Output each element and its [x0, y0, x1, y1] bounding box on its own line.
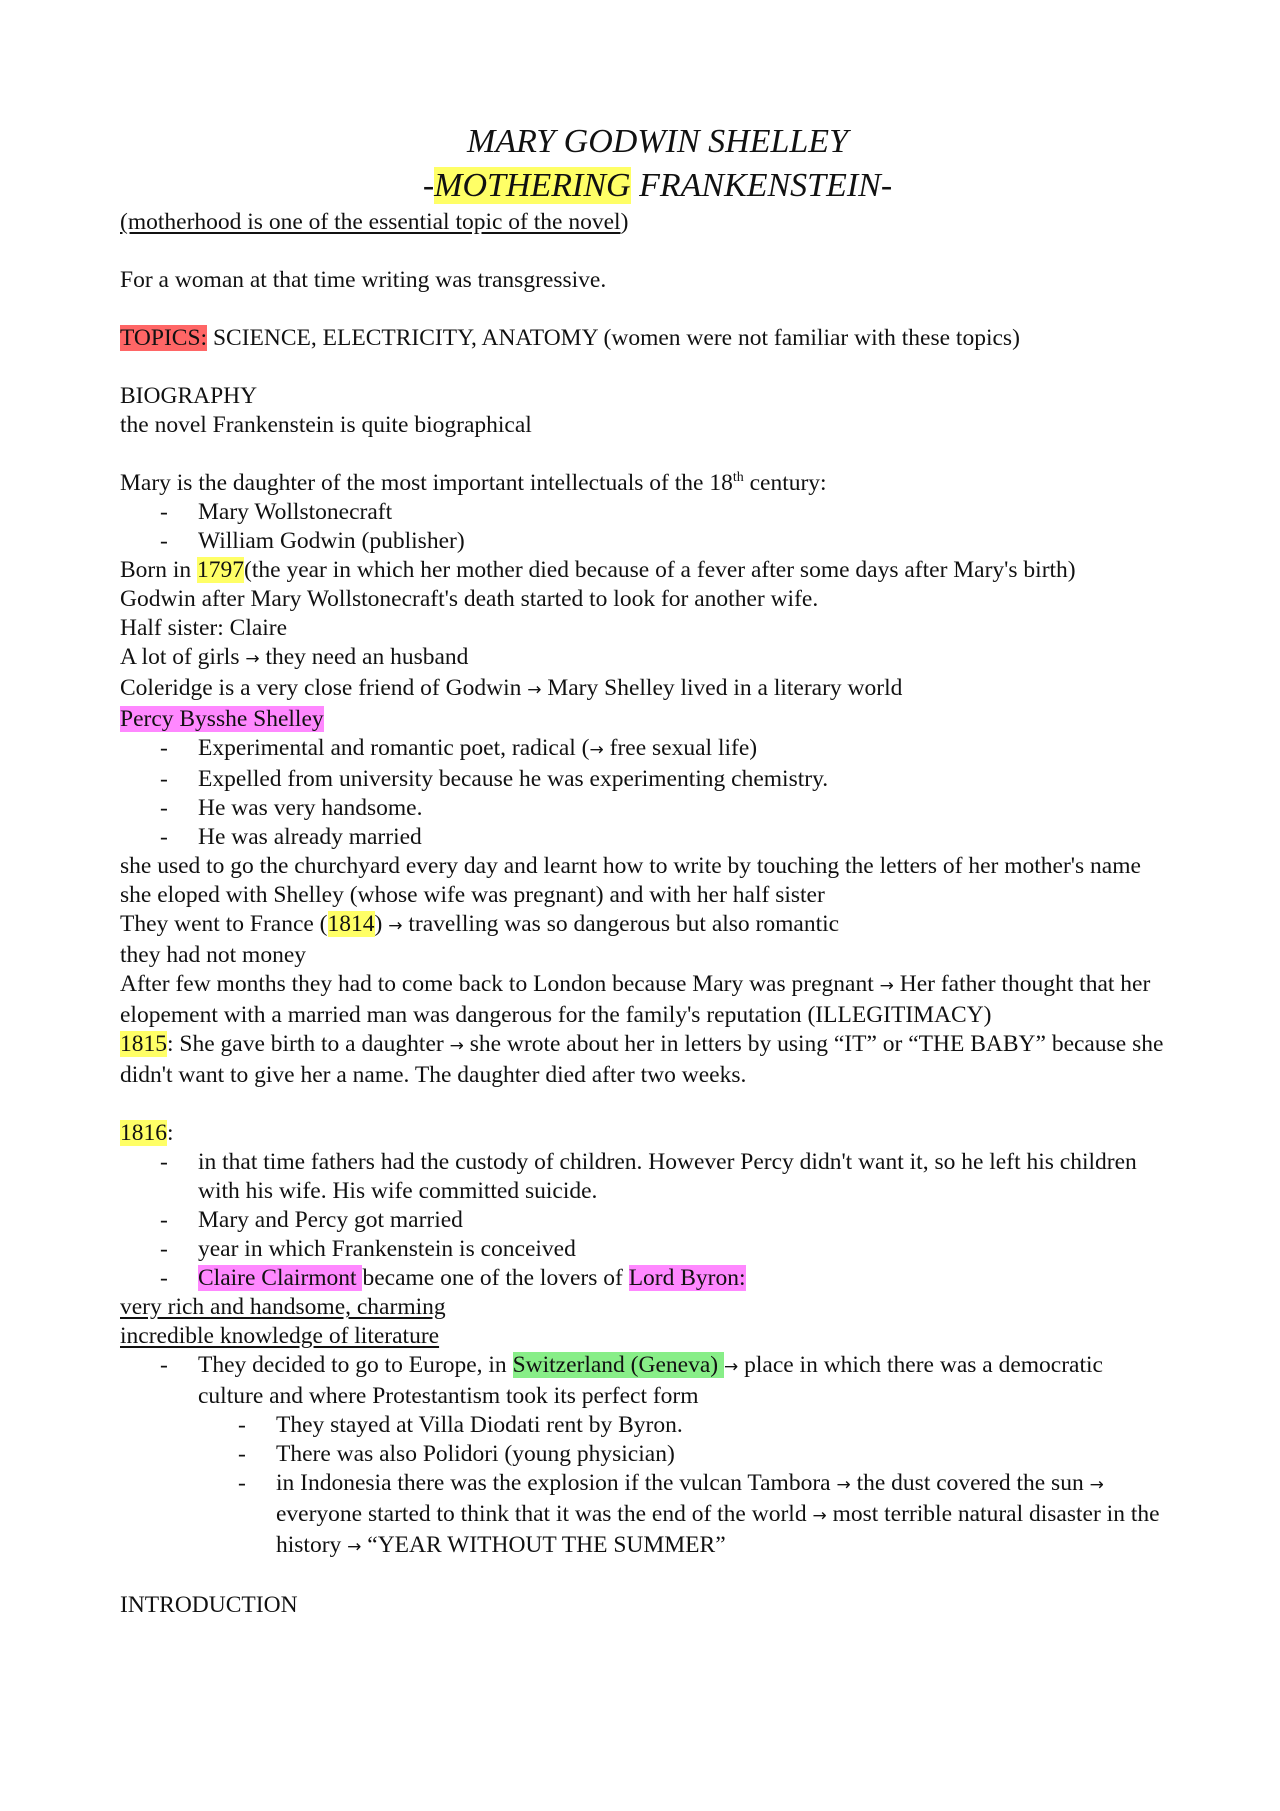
- title-line-1: MARY GODWIN SHELLEY: [467, 123, 848, 160]
- arrow-icon: →: [1089, 1475, 1104, 1495]
- biography-heading: BIOGRAPHY: [120, 383, 258, 409]
- arrow-icon: →: [347, 1537, 362, 1557]
- tambora-c: everyone started to think that it was the end of the world: [276, 1501, 813, 1527]
- title-frankenstein: FRANKENSTEIN-: [630, 167, 893, 204]
- daughter-line-sup: th: [732, 470, 744, 486]
- y1816-year: 1816: [120, 1120, 167, 1146]
- list-item: [120, 1469, 1165, 1562]
- arrow-icon: →: [836, 1475, 851, 1495]
- intro-note: [120, 208, 1165, 237]
- woman-line: For a woman at that time writing was transgressive.: [120, 267, 607, 293]
- girls-line: [120, 643, 1165, 674]
- list-item: - Mary Wollstonecraft: [120, 498, 1165, 527]
- daughter-line-before: Mary is the daughter of the most important intellectuals of the 18: [120, 470, 733, 496]
- tambora-a: in Indonesia there was the explosion if the vulcan Tambora: [276, 1470, 837, 1496]
- list-item: - They stayed at Villa Diodati rent by Byron.: [120, 1411, 1165, 1440]
- percy-item-1-after: free sexual life): [603, 735, 758, 761]
- document-page: [120, 120, 1165, 1620]
- intro-note-text: (motherhood is one of the essential topic of the novel: [120, 209, 621, 235]
- topics-label: TOPICS:: [120, 325, 208, 351]
- title-dash: -: [422, 167, 435, 204]
- london-before: After few months they had to come back to London because Mary was pregnant: [120, 971, 880, 997]
- france-after: travelling was so dangerous but also romantic: [402, 911, 840, 937]
- list-item: - William Godwin (publisher): [120, 527, 1165, 556]
- topics-text: SCIENCE, ELECTRICITY, ANATOMY (women were not familiar with these topics): [207, 325, 1020, 351]
- y1815-before: : She gave birth to a daughter: [167, 1031, 450, 1057]
- title-line-2: [150, 164, 1165, 208]
- intro-note-close: ): [620, 209, 629, 235]
- europe-before: They decided to go to Europe, in: [198, 1352, 513, 1378]
- arrow-icon: →: [879, 976, 894, 996]
- eloped-line: she eloped with Shelley (whose wife was pregnant) and with her half sister: [120, 882, 825, 908]
- percy-item-1-before: Experimental and romantic poet, radical (: [198, 735, 590, 761]
- byron-note-2-text: incredible knowledge of literature: [120, 1323, 440, 1349]
- born-year: 1797: [197, 557, 245, 583]
- byron-note-1-text: very rich and handsome, charming: [120, 1294, 446, 1320]
- arrow-icon: →: [388, 916, 403, 936]
- percy-heading: Percy Bysshe Shelley: [120, 706, 324, 732]
- list-1816: [120, 1148, 1165, 1293]
- born-prefix: Born in: [120, 557, 198, 583]
- title-mothering-highlight: MOTHERING: [434, 167, 631, 204]
- france-year: 1814: [327, 911, 375, 937]
- list-item: - in that time fathers had the custody of children. However Percy didn't want it, so he left his children with his wife. His wife committed suicide.: [120, 1148, 1165, 1206]
- london-line: [120, 970, 1165, 1030]
- girls-after: they need an husband: [259, 644, 469, 670]
- arrow-icon: →: [812, 1506, 827, 1526]
- arrow-icon: →: [245, 649, 260, 669]
- money-line: they had not money: [120, 942, 307, 968]
- france-close: ): [374, 911, 389, 937]
- list-item: - Mary and Percy got married: [120, 1206, 1165, 1235]
- europe-after: place in which there was a democratic culture and where Protestantism took its perfect form: [198, 1352, 1103, 1409]
- daughter-line: [120, 469, 1165, 498]
- arrow-icon: →: [723, 1357, 739, 1377]
- daughter-line-after: century:: [743, 470, 827, 496]
- y1815-year: 1815: [120, 1031, 167, 1057]
- percy-heading-line: [120, 705, 1165, 734]
- tambora-e: “YEAR WITHOUT THE SUMMER”: [361, 1532, 726, 1558]
- born-line: [120, 556, 1165, 585]
- list-item: - He was already married: [120, 823, 1165, 852]
- tambora-d: most terrible natural disaster in the history: [276, 1501, 1160, 1558]
- introduction-heading: INTRODUCTION: [120, 1592, 298, 1618]
- claire-clairmont-highlight: Claire Clairmont: [198, 1265, 363, 1291]
- arrow-icon: →: [449, 1036, 464, 1056]
- list-item: [120, 1264, 1165, 1293]
- arrow-icon: →: [589, 740, 604, 760]
- y1816-colon: :: [167, 1120, 174, 1146]
- half-sister-line: Half sister: Claire: [120, 615, 288, 641]
- france-before: They went to France (: [120, 911, 328, 937]
- france-line: [120, 910, 1165, 941]
- byron-note-1: [120, 1293, 1165, 1322]
- list-item: [120, 734, 1165, 765]
- list-item: - year in which Frankenstein is conceived: [120, 1235, 1165, 1264]
- list-item: - Expelled from university because he was experimenting chemistry.: [120, 765, 1165, 794]
- born-rest: (the year in which her mother died because of a fever after some days after Mary's birth): [244, 557, 1076, 583]
- byron-note-2: [120, 1322, 1165, 1351]
- churchyard-line: she used to go the churchyard every day and learnt how to write by touching the letters of her mother's name: [120, 853, 1141, 879]
- lord-byron-highlight: Lord Byron: [628, 1265, 740, 1291]
- coleridge-line: [120, 674, 1165, 705]
- girls-before: A lot of girls: [120, 644, 246, 670]
- coleridge-before: Coleridge is a very close friend of Godwin: [120, 675, 528, 701]
- list-item: [120, 1351, 1165, 1411]
- became-text: became one of the lovers of: [362, 1265, 629, 1291]
- list-item: - There was also Polidori (young physician): [120, 1440, 1165, 1469]
- godwin-line: Godwin after Mary Wollstonecraft's death started to look for another wife.: [120, 586, 819, 612]
- parents-list: [120, 498, 1165, 556]
- arrow-icon: →: [527, 680, 542, 700]
- y1816-line: [120, 1119, 1165, 1148]
- list-item: - He was very handsome.: [120, 794, 1165, 823]
- byron-colon: :: [739, 1265, 746, 1291]
- switzerland-highlight: Switzerland (Geneva): [512, 1352, 724, 1378]
- topics-line: [120, 324, 1165, 353]
- europe-list: [120, 1351, 1165, 1562]
- tambora-b: the dust covered the sun: [850, 1470, 1090, 1496]
- percy-list: [120, 734, 1165, 852]
- y1815-line: [120, 1030, 1165, 1090]
- document-title: [150, 120, 1165, 208]
- coleridge-after: Mary Shelley lived in a literary world: [541, 675, 903, 701]
- y1815-after: she wrote about her in letters by using “IT” or “THE BABY” because she didn't want to give her a name. The daughter died after two weeks.: [120, 1031, 1164, 1088]
- biography-sub: the novel Frankenstein is quite biographical: [120, 412, 532, 438]
- london-after: Her father thought that her elopement with a married man was dangerous for the family's reputation (ILLEGITIMACY): [120, 971, 1151, 1028]
